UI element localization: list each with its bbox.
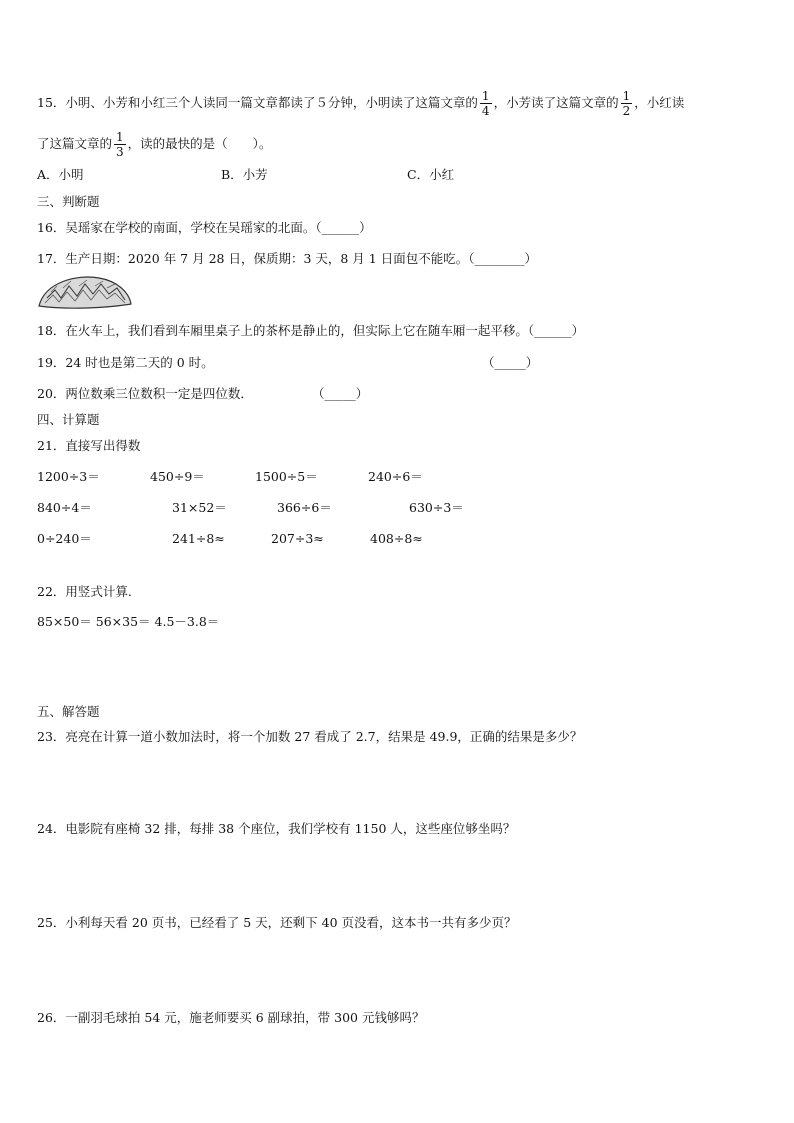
q15-text-2: ，小芳读了这篇文章的 [493,95,619,110]
calc-cell[interactable]: 408÷8≈ [370,531,423,546]
q15-line1 [37,89,684,118]
calc-cell[interactable]: 0÷240＝ [37,531,92,546]
calc-cell[interactable]: 241÷8≈ [172,531,225,546]
q15-text-1: 小明、小芳和小红三个人读同一篇文章都读了５分钟，小明读了这篇文章的 [65,95,478,110]
section-3-heading: 三、判断题 [37,194,100,209]
q20-text: 20．两位数乘三位数积一定是四位数． [37,386,253,401]
q15-option-a[interactable]: A．小明 [37,167,84,182]
fraction-numerator: 1 [116,130,124,144]
section-5-heading: 五、解答题 [37,704,100,719]
q15-option-c[interactable]: C．小红 [407,167,455,182]
q15-line2 [37,130,271,159]
q15-option-b[interactable]: B．小芳 [221,167,268,182]
fraction-one-half [621,89,633,118]
fraction-one-third [114,130,126,159]
fraction-one-quarter [480,89,492,118]
calc-cell[interactable]: 1200÷3＝ [37,469,100,484]
bread-icon [37,272,133,312]
calc-cell[interactable]: 207÷3≈ [271,531,324,546]
q22-expressions[interactable]: 85×50＝ 56×35＝ 4.5－3.8＝ [37,614,220,629]
fraction-denominator: 3 [116,145,124,159]
q26: 26．一副羽毛球拍 54 元，施老师要买 6 副球拍，带 300 元钱够吗？ [37,1010,425,1025]
q23: 23．亮亮在计算一道小数加法时，将一个加数 27 看成了 2.7，结果是 49.9，正确的结果是多少？ [37,729,583,744]
q19-blank[interactable]: （_____） [482,355,539,370]
q19-text: 19．24 时也是第二天的 0 时。 [37,355,214,370]
calc-cell[interactable]: 366÷6＝ [277,500,332,515]
calc-cell[interactable]: 630÷3＝ [409,500,464,515]
q21-title: 21．直接写出得数 [37,438,141,453]
q15-text-3: ，小红读 [634,95,685,110]
q20-blank[interactable]: （_____） [312,386,369,401]
q18: 18．在火车上，我们看到车厢里桌子上的茶杯是静止的，但实际上它在随车厢一起平移。（______） [37,323,585,338]
calc-cell[interactable]: 31×52＝ [172,500,227,515]
section-4-heading: 四、计算题 [37,412,100,427]
calc-cell[interactable]: 240÷6＝ [368,469,423,484]
q22-title: 22．用竖式计算. [37,584,132,599]
calc-cell[interactable]: 840÷4＝ [37,500,92,515]
q15-text-5: ，读的最快的是（ ）。 [127,136,272,151]
q15-text-4: 了这篇文章的 [37,136,113,151]
fraction-denominator: 4 [481,104,490,118]
fraction-numerator: 1 [622,89,631,103]
fraction-denominator: 2 [622,104,631,118]
calc-cell[interactable]: 1500÷5＝ [255,469,318,484]
q17: 17．生产日期：2020 年 7 月 28 日，保质期：3 天，8 月 1 日面包不能吃。（________） [37,251,537,266]
q16: 16．吴瑶家在学校的南面，学校在吴瑶家的北面。（______） [37,220,372,235]
fraction-numerator: 1 [481,89,490,103]
q15-number: 15． [37,95,66,110]
q25: 25．小利每天看 20 页书，已经看了 5 天，还剩下 40 页没看，这本书一共有多少页？ [37,915,517,930]
calc-cell[interactable]: 450÷9＝ [150,469,205,484]
q24: 24．电影院有座椅 32 排，每排 38 个座位，我们学校有 1150 人，这些座位够坐吗？ [37,821,516,836]
